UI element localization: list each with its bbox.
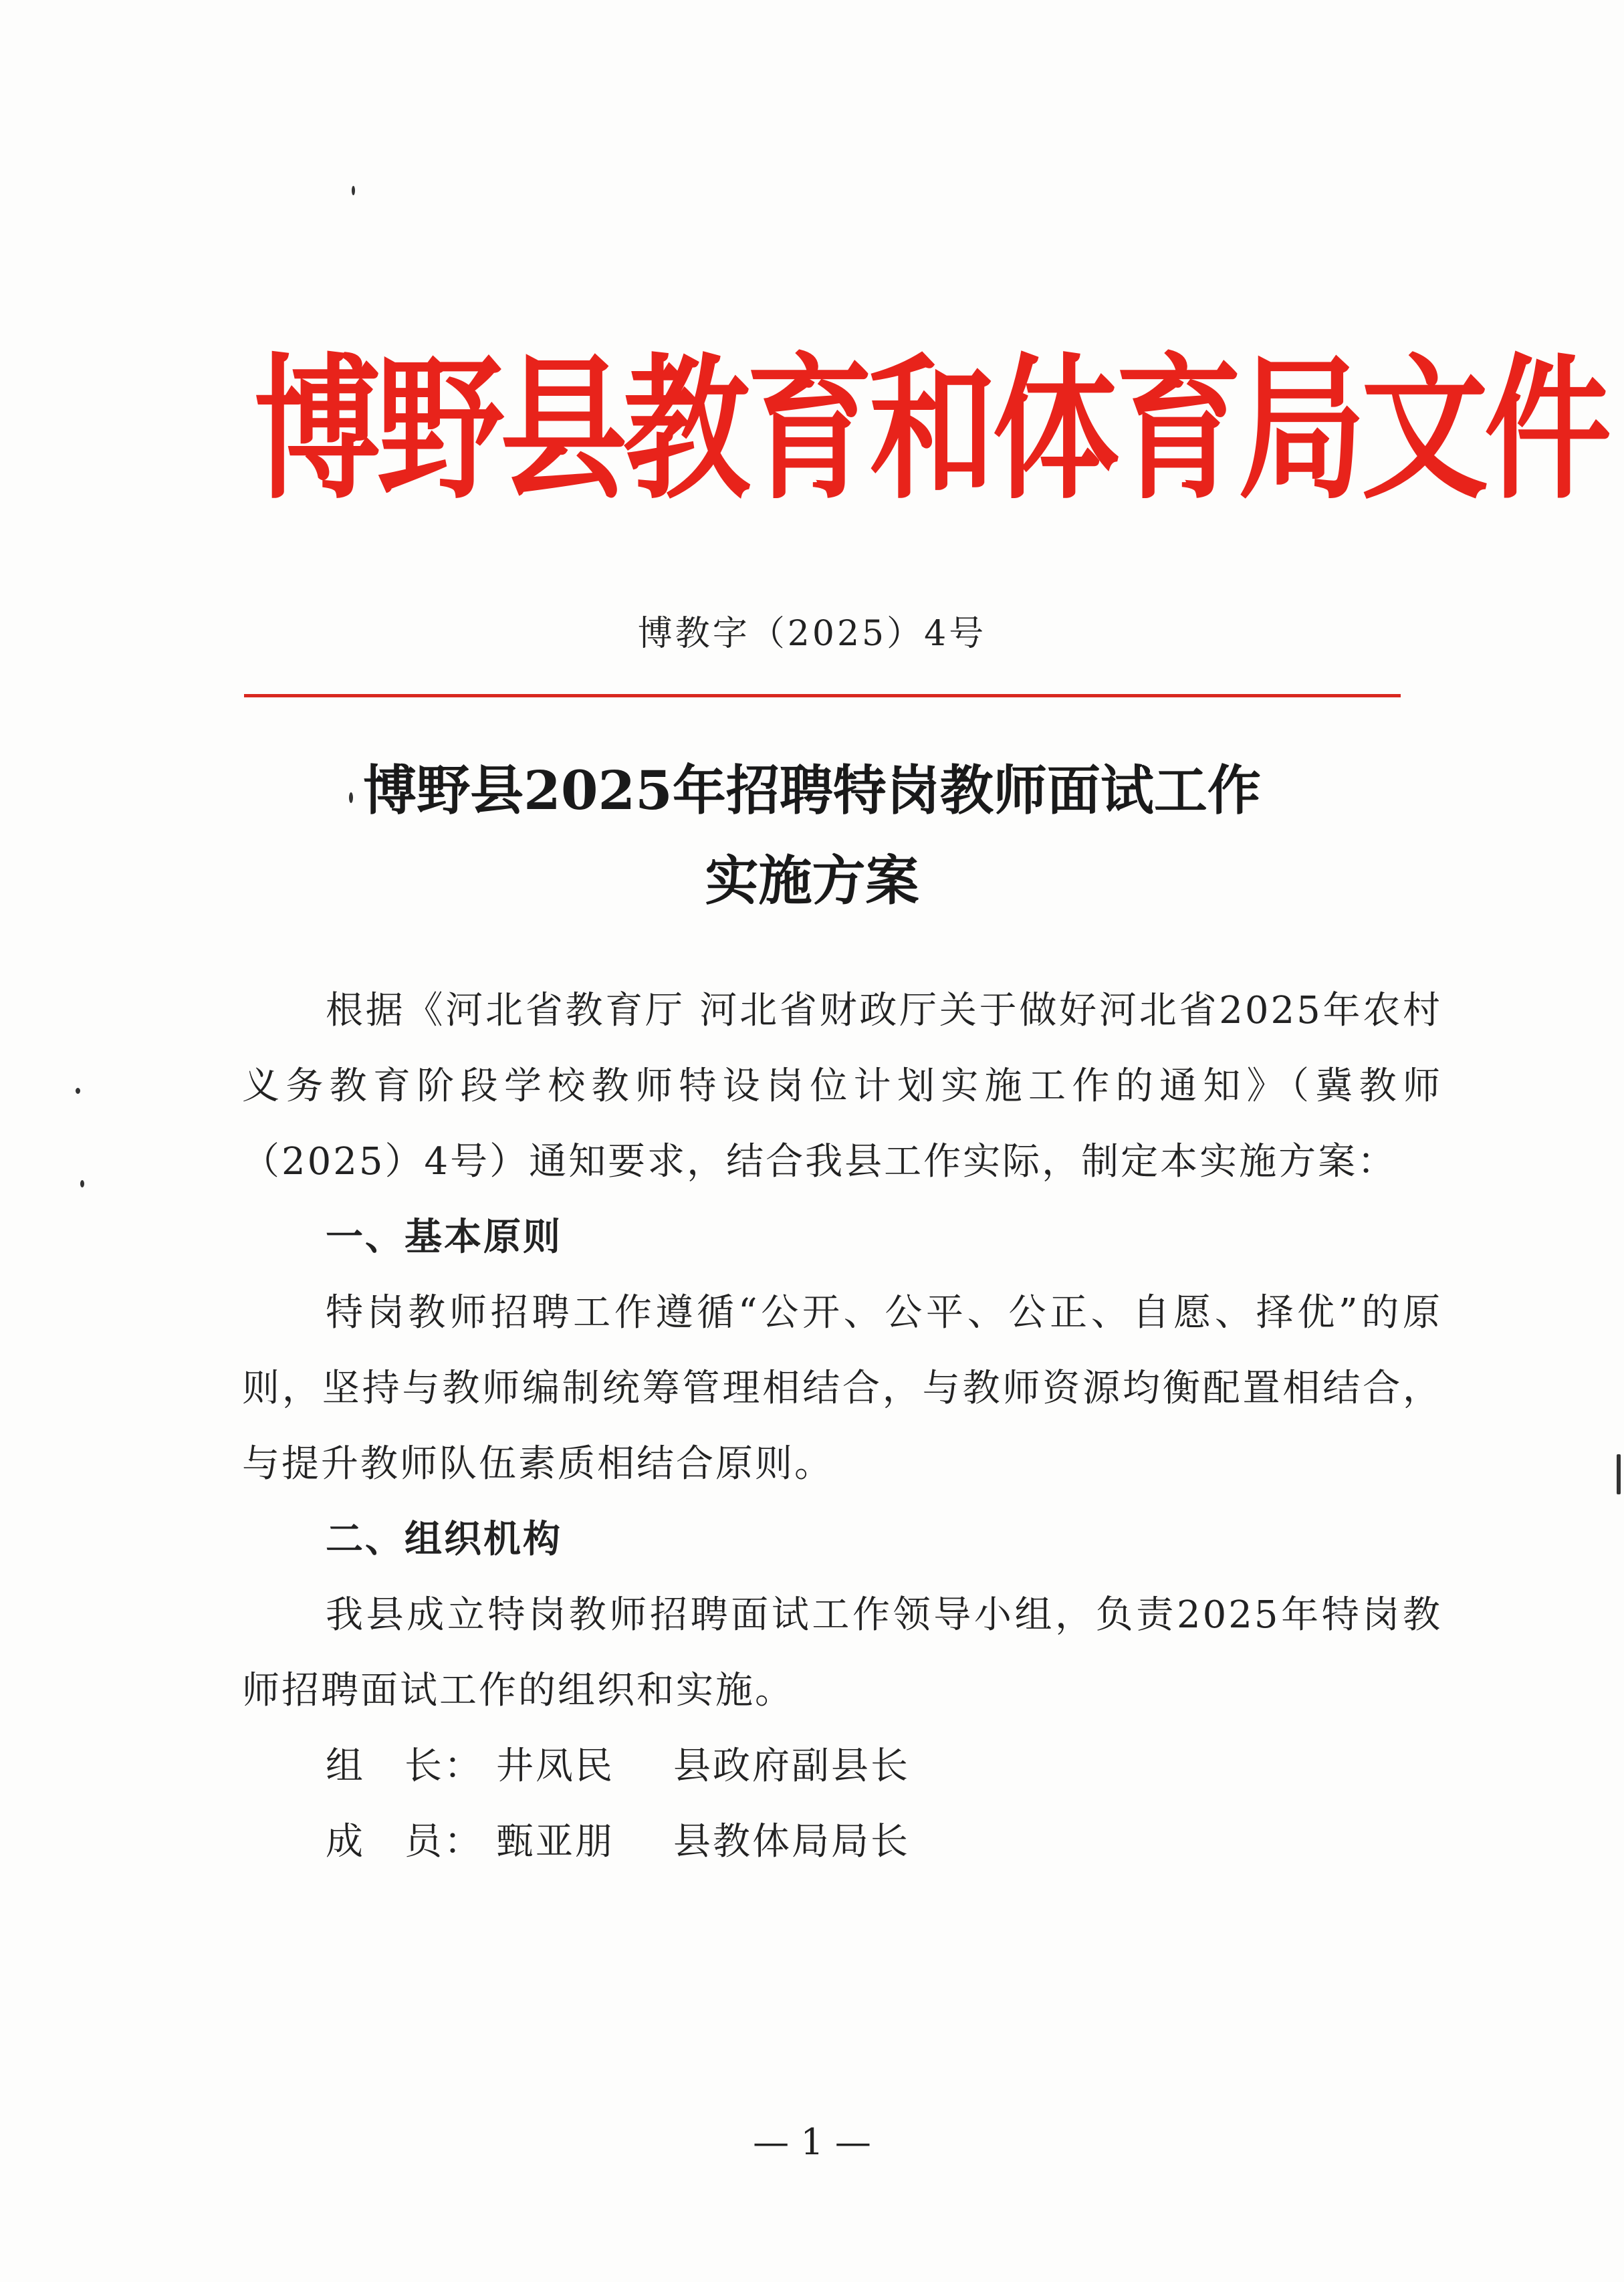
member-name: 甄亚朋 xyxy=(496,1820,614,1863)
document-title xyxy=(0,746,1624,926)
member-role: 成 员： xyxy=(326,1820,483,1863)
section-heading-organization: 二、组织机构 xyxy=(326,1518,562,1561)
document-body xyxy=(242,973,1442,1879)
member-position: 县教体局局长 xyxy=(673,1820,910,1863)
member-position: 县政府副县长 xyxy=(673,1744,910,1788)
section-text-organization: 我县成立特岗教师招聘面试工作领导小组，负责2025年特岗教师招聘面试工作的组织和实施。 xyxy=(242,1593,1442,1712)
section-text-principles: 特岗教师招聘工作遵循“公开、公平、公正、自愿、择优”的原则，坚持与教师编制统筹管理相结合，与教师资源均衡配置相结合，与提升教师队伍素质相结合原则。 xyxy=(242,1291,1442,1486)
document-number: 博教字（2025）4号 xyxy=(637,614,987,654)
scan-speck xyxy=(352,186,355,195)
member-row xyxy=(242,1728,1442,1804)
masthead-title: 博野县教育和体育局文件 xyxy=(254,338,1608,520)
title-line-2: 实施方案 xyxy=(705,849,919,912)
section-heading-principles: 一、基本原则 xyxy=(326,1216,562,1259)
title-line-1: 博野县2025年招聘特岗教师面试工作 xyxy=(363,759,1261,822)
scan-speck xyxy=(1617,1454,1621,1494)
scan-speck xyxy=(80,1180,84,1187)
red-separator-line xyxy=(244,694,1401,697)
page-number: — 1 — xyxy=(753,2121,871,2163)
scan-speck xyxy=(349,792,353,803)
member-role: 组 长： xyxy=(326,1744,483,1788)
intro-paragraph: 根据《河北省教育厅 河北省财政厅关于做好河北省2025年农村义务教育阶段学校教师特设岗位计划实施工作的通知》（冀教师（2025）4号）通知要求，结合我县工作实际，制定本实施方案： xyxy=(242,989,1442,1183)
member-name: 井凤民 xyxy=(496,1744,614,1788)
scan-speck xyxy=(76,1088,80,1094)
member-row xyxy=(242,1804,1442,1879)
